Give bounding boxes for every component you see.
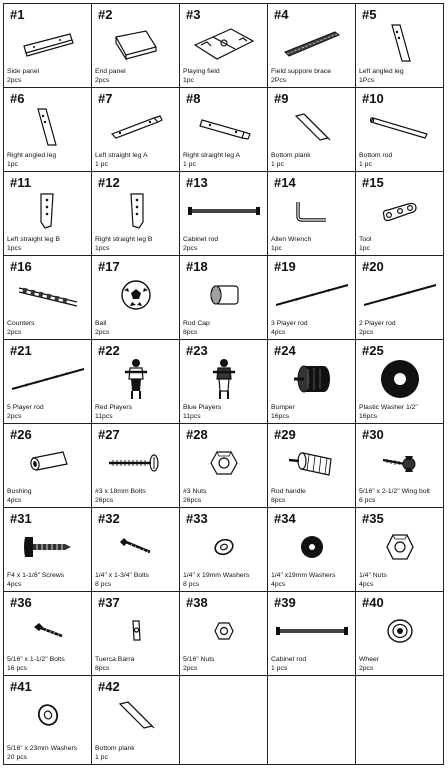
part-number: #14 <box>274 175 296 190</box>
part-quantity: 8pcs <box>271 497 286 504</box>
nut-516-icon <box>180 610 267 652</box>
part-number: #7 <box>98 91 113 106</box>
part-name: 2 Player rod <box>359 320 396 327</box>
part-cell <box>268 424 356 508</box>
part-cell <box>92 676 180 765</box>
part-card <box>356 592 443 675</box>
part-quantity: 2pcs <box>359 329 374 336</box>
ball-icon <box>92 274 179 316</box>
part-number: #22 <box>98 343 120 358</box>
counters-icon <box>4 274 91 316</box>
part-card <box>268 592 355 675</box>
plastic-washer-icon <box>356 358 443 400</box>
part-cell <box>92 172 180 256</box>
part-quantity: 16pcs <box>271 413 290 420</box>
part-card <box>180 88 267 171</box>
part-number: #15 <box>362 175 384 190</box>
part-card <box>180 340 267 423</box>
part-card <box>92 424 179 507</box>
part-name: Bottom rod <box>359 152 393 159</box>
part-cell <box>180 172 268 256</box>
parts-row <box>4 4 444 88</box>
playing-field-icon <box>180 22 267 64</box>
part-quantity: 2pcs <box>95 329 110 336</box>
part-quantity: 4pcs <box>271 329 286 336</box>
part-quantity: 2pcs <box>7 77 22 84</box>
part-quantity: 1pc <box>271 245 282 252</box>
part-cell <box>268 172 356 256</box>
part-number: #41 <box>10 679 32 694</box>
part-number: #38 <box>186 595 208 610</box>
wheel-icon <box>356 610 443 652</box>
part-card <box>180 172 267 255</box>
part-quantity: 2pcs <box>7 329 22 336</box>
part-cell <box>356 340 444 424</box>
screw-f4-icon <box>4 526 91 568</box>
part-name: Playing field <box>183 68 220 75</box>
part-quantity: 1pc <box>7 161 18 168</box>
part-number: #8 <box>186 91 201 106</box>
bolt-quarter-icon <box>92 526 179 568</box>
part-number: #1 <box>10 7 25 22</box>
part-card <box>268 4 355 87</box>
part-quantity: 20 pcs <box>7 754 28 761</box>
part-quantity: 4pcs <box>7 497 22 504</box>
part-number: #27 <box>98 427 120 442</box>
part-number: #30 <box>362 427 384 442</box>
part-quantity: 1 pcs <box>271 665 288 672</box>
part-cell <box>4 340 92 424</box>
part-cell <box>268 256 356 340</box>
part-cell <box>356 172 444 256</box>
part-quantity: 1pcs <box>7 245 22 252</box>
part-card <box>4 4 91 87</box>
part-name: Side panel <box>7 68 40 75</box>
part-name: Bottom plank <box>95 745 135 752</box>
parts-list-sheet <box>3 3 444 765</box>
part-quantity: 1 pc <box>95 161 108 168</box>
part-quantity: 4pcs <box>7 581 22 588</box>
part-card <box>180 592 267 675</box>
part-name: Bushing <box>7 488 32 495</box>
bumper-icon <box>268 358 355 400</box>
part-card <box>4 88 91 171</box>
part-number: #3 <box>186 7 201 22</box>
part-quantity: 1pc <box>183 77 194 84</box>
bottom-plank-icon <box>268 106 355 148</box>
bottom-plank-icon <box>92 694 179 736</box>
part-number: #9 <box>274 91 289 106</box>
part-card <box>92 340 179 423</box>
part-card <box>92 88 179 171</box>
part-card <box>4 424 91 507</box>
part-name: 1/4" x 1-3/4" Bolts <box>95 572 149 579</box>
part-card <box>356 340 443 423</box>
part-quantity: 1 pc <box>359 161 372 168</box>
part-number: #17 <box>98 259 120 274</box>
three-player-rod-icon <box>268 274 355 316</box>
part-cell <box>4 592 92 676</box>
part-name: Wheer <box>359 656 380 663</box>
cabinet-rod-icon <box>180 190 267 232</box>
part-card <box>92 256 179 339</box>
part-cell <box>4 256 92 340</box>
part-name: #3 Nuts <box>183 488 207 495</box>
nut-3-icon <box>180 442 267 484</box>
part-cell <box>268 88 356 172</box>
part-number: #28 <box>186 427 208 442</box>
part-quantity: 11pcs <box>183 413 201 420</box>
part-quantity: 1pcs <box>95 245 110 252</box>
part-quantity: 11pcs <box>95 413 113 420</box>
part-cell <box>4 4 92 88</box>
part-quantity: 2pcs <box>359 665 374 672</box>
part-quantity: 2Pcs <box>271 77 287 84</box>
part-name: Bumper <box>271 404 295 411</box>
part-quantity: 4pcs <box>359 581 374 588</box>
part-name: Right straight leg A <box>183 152 241 159</box>
part-cell <box>268 508 356 592</box>
left-straight-leg-b-icon <box>4 190 91 232</box>
part-number: #26 <box>10 427 32 442</box>
part-name: 5 Player rod <box>7 404 44 411</box>
parts-row <box>4 508 444 592</box>
part-name: 5/16" x 2-1/2" Wing bolt <box>359 488 430 495</box>
part-name: Left angled leg <box>359 68 404 75</box>
two-player-rod-icon <box>356 274 443 316</box>
part-card <box>356 88 443 171</box>
part-cell <box>92 88 180 172</box>
part-number: #11 <box>10 175 31 190</box>
bolt-18mm-icon <box>92 442 179 484</box>
part-cell <box>180 424 268 508</box>
part-card <box>268 172 355 255</box>
rod-handle-icon <box>268 442 355 484</box>
part-cell <box>4 424 92 508</box>
right-angled-leg-icon <box>4 106 91 148</box>
part-cell <box>92 508 180 592</box>
part-number: #31 <box>10 511 32 526</box>
right-straight-leg-a-icon <box>180 106 267 148</box>
side-panel-icon <box>4 22 91 64</box>
part-quantity: 26pcs <box>95 497 114 504</box>
part-quantity: 16 pcs <box>7 665 28 672</box>
part-number: #25 <box>362 343 384 358</box>
part-cell <box>356 4 444 88</box>
part-quantity: 1 pc <box>95 754 108 761</box>
part-card <box>4 676 91 764</box>
part-card <box>4 340 91 423</box>
part-card <box>92 592 179 675</box>
washer-23mm-icon <box>4 694 91 736</box>
part-name: Counters <box>7 320 35 327</box>
part-name: Tool <box>359 236 372 243</box>
part-number: #34 <box>274 511 296 526</box>
part-quantity: 2pcs <box>183 245 198 252</box>
part-cell <box>92 256 180 340</box>
part-quantity: 1 pc <box>271 161 284 168</box>
part-cell <box>268 340 356 424</box>
part-card <box>92 172 179 255</box>
part-cell <box>356 508 444 592</box>
part-name: Plastic Washer 1/2" <box>359 404 418 411</box>
nut-quarter-icon <box>356 526 443 568</box>
left-angled-leg-icon <box>356 22 443 64</box>
part-number: #37 <box>98 595 120 610</box>
part-number: #4 <box>274 7 289 22</box>
part-quantity: 1pc <box>359 245 370 252</box>
part-name: Red Players <box>95 404 133 411</box>
part-card <box>92 4 179 87</box>
part-number: #29 <box>274 427 296 442</box>
part-name: Left straight leg B <box>7 236 60 243</box>
part-card <box>4 256 91 339</box>
part-quantity: 16pcs <box>359 413 378 420</box>
rod-cap-icon <box>180 274 267 316</box>
empty-cell <box>180 676 268 765</box>
part-number: #6 <box>10 91 25 106</box>
part-card <box>4 592 91 675</box>
part-name: Right angled leg <box>7 152 57 159</box>
part-cell <box>356 88 444 172</box>
part-card <box>4 172 91 255</box>
part-number: #5 <box>362 7 377 22</box>
part-cell <box>268 592 356 676</box>
part-number: #16 <box>10 259 32 274</box>
part-number: #39 <box>274 595 296 610</box>
part-quantity: 1Pcs <box>359 77 375 84</box>
part-quantity: 8pcs <box>95 665 110 672</box>
part-cell <box>180 592 268 676</box>
part-cell <box>4 172 92 256</box>
part-cell <box>180 4 268 88</box>
part-name: Ball <box>95 320 107 327</box>
part-number: #33 <box>186 511 208 526</box>
part-cell <box>4 88 92 172</box>
part-cell <box>356 592 444 676</box>
right-straight-leg-b-icon <box>92 190 179 232</box>
part-card <box>356 172 443 255</box>
part-number: #12 <box>98 175 120 190</box>
part-name: Cabinet rod <box>183 236 219 243</box>
part-number: #21 <box>10 343 32 358</box>
part-number: #2 <box>98 7 113 22</box>
part-name: Allen Wrench <box>271 236 312 243</box>
part-cell <box>92 4 180 88</box>
blue-player-icon <box>180 358 267 400</box>
part-card <box>268 508 355 591</box>
part-number: #10 <box>362 91 384 106</box>
empty-cell <box>356 676 444 765</box>
wing-bolt-icon <box>356 442 443 484</box>
parts-grid <box>3 3 444 765</box>
field-brace-icon <box>268 22 355 64</box>
empty-cell <box>268 676 356 765</box>
end-panel-icon <box>92 22 179 64</box>
tool-icon <box>356 190 443 232</box>
part-cell <box>92 340 180 424</box>
part-name: 1/4" x19mm Washers <box>271 572 336 579</box>
part-quantity: 4pcs <box>271 581 286 588</box>
part-card <box>356 256 443 339</box>
part-name: 5/16" x 23mm Washers <box>7 745 78 752</box>
parts-row <box>4 88 444 172</box>
part-number: #19 <box>274 259 296 274</box>
part-name: Left straight leg A <box>95 152 148 159</box>
part-cell <box>180 340 268 424</box>
part-cell <box>180 256 268 340</box>
part-number: #42 <box>98 679 120 694</box>
part-name: End panel <box>95 68 126 75</box>
parts-row <box>4 424 444 508</box>
part-name: Bottom plank <box>271 152 311 159</box>
red-player-icon <box>92 358 179 400</box>
bushing-icon <box>4 442 91 484</box>
part-number: #20 <box>362 259 384 274</box>
part-card <box>268 340 355 423</box>
part-card <box>180 4 267 87</box>
part-name: Field suppore brace <box>271 68 332 75</box>
part-quantity: 8 pcs <box>183 581 200 588</box>
parts-row <box>4 592 444 676</box>
part-card <box>92 508 179 591</box>
part-cell <box>92 592 180 676</box>
part-name: 5/16" x 1-1/2" Bolts <box>7 656 65 663</box>
part-card <box>4 508 91 591</box>
part-card <box>180 508 267 591</box>
part-name: Right straight leg B <box>95 236 153 243</box>
part-card <box>356 508 443 591</box>
part-number: #40 <box>362 595 384 610</box>
part-number: #13 <box>186 175 208 190</box>
part-name: #3 x 18mm Bolts <box>95 488 146 495</box>
parts-row <box>4 676 444 765</box>
part-name: 1/4" Nuts <box>359 572 387 579</box>
bolt-516-icon <box>4 610 91 652</box>
part-card <box>180 424 267 507</box>
part-name: Rod handle <box>271 488 306 495</box>
part-number: #35 <box>362 511 384 526</box>
part-quantity: 8pcs <box>183 329 198 336</box>
part-cell <box>356 424 444 508</box>
part-card <box>268 256 355 339</box>
part-quantity: 8 pcs <box>95 581 112 588</box>
black-washer-icon <box>268 526 355 568</box>
part-cell <box>268 4 356 88</box>
part-card <box>356 4 443 87</box>
part-name: 1/4" x 19mm Washers <box>183 572 250 579</box>
part-name: Cabinet rod <box>271 656 307 663</box>
part-card <box>356 424 443 507</box>
tuerca-barra-icon <box>92 610 179 652</box>
part-cell <box>92 424 180 508</box>
left-straight-leg-a-icon <box>92 106 179 148</box>
part-card <box>180 256 267 339</box>
part-name: 5/16" Nuts <box>183 656 215 663</box>
five-player-rod-icon <box>4 358 91 400</box>
part-cell <box>180 88 268 172</box>
part-card <box>268 424 355 507</box>
washer-19mm-icon <box>180 526 267 568</box>
part-quantity: 2pcs <box>95 77 110 84</box>
part-number: #24 <box>274 343 296 358</box>
part-quantity: 2pcs <box>7 413 22 420</box>
allen-wrench-icon <box>268 190 355 232</box>
part-quantity: 6 pcs <box>359 497 376 504</box>
part-card <box>92 676 179 764</box>
part-number: #36 <box>10 595 32 610</box>
part-quantity: 1 pc <box>183 161 196 168</box>
part-name: Rod Cap <box>183 320 210 327</box>
part-cell <box>356 256 444 340</box>
part-number: #32 <box>98 511 120 526</box>
part-card <box>268 88 355 171</box>
part-quantity: 2pcs <box>183 665 198 672</box>
part-name: Tuerca Barra <box>95 656 135 663</box>
part-quantity: 26pcs <box>183 497 202 504</box>
part-name: F4 x 1-1/8" Screws <box>7 572 65 579</box>
part-cell <box>4 508 92 592</box>
part-cell <box>180 508 268 592</box>
part-name: 3 Player rod <box>271 320 308 327</box>
part-number: #18 <box>186 259 208 274</box>
parts-row <box>4 256 444 340</box>
cabinet-rod-icon <box>268 610 355 652</box>
bottom-rod-icon <box>356 106 443 148</box>
part-cell <box>4 676 92 765</box>
part-number: #23 <box>186 343 208 358</box>
parts-row <box>4 340 444 424</box>
parts-row <box>4 172 444 256</box>
part-name: Blue Players <box>183 404 222 411</box>
